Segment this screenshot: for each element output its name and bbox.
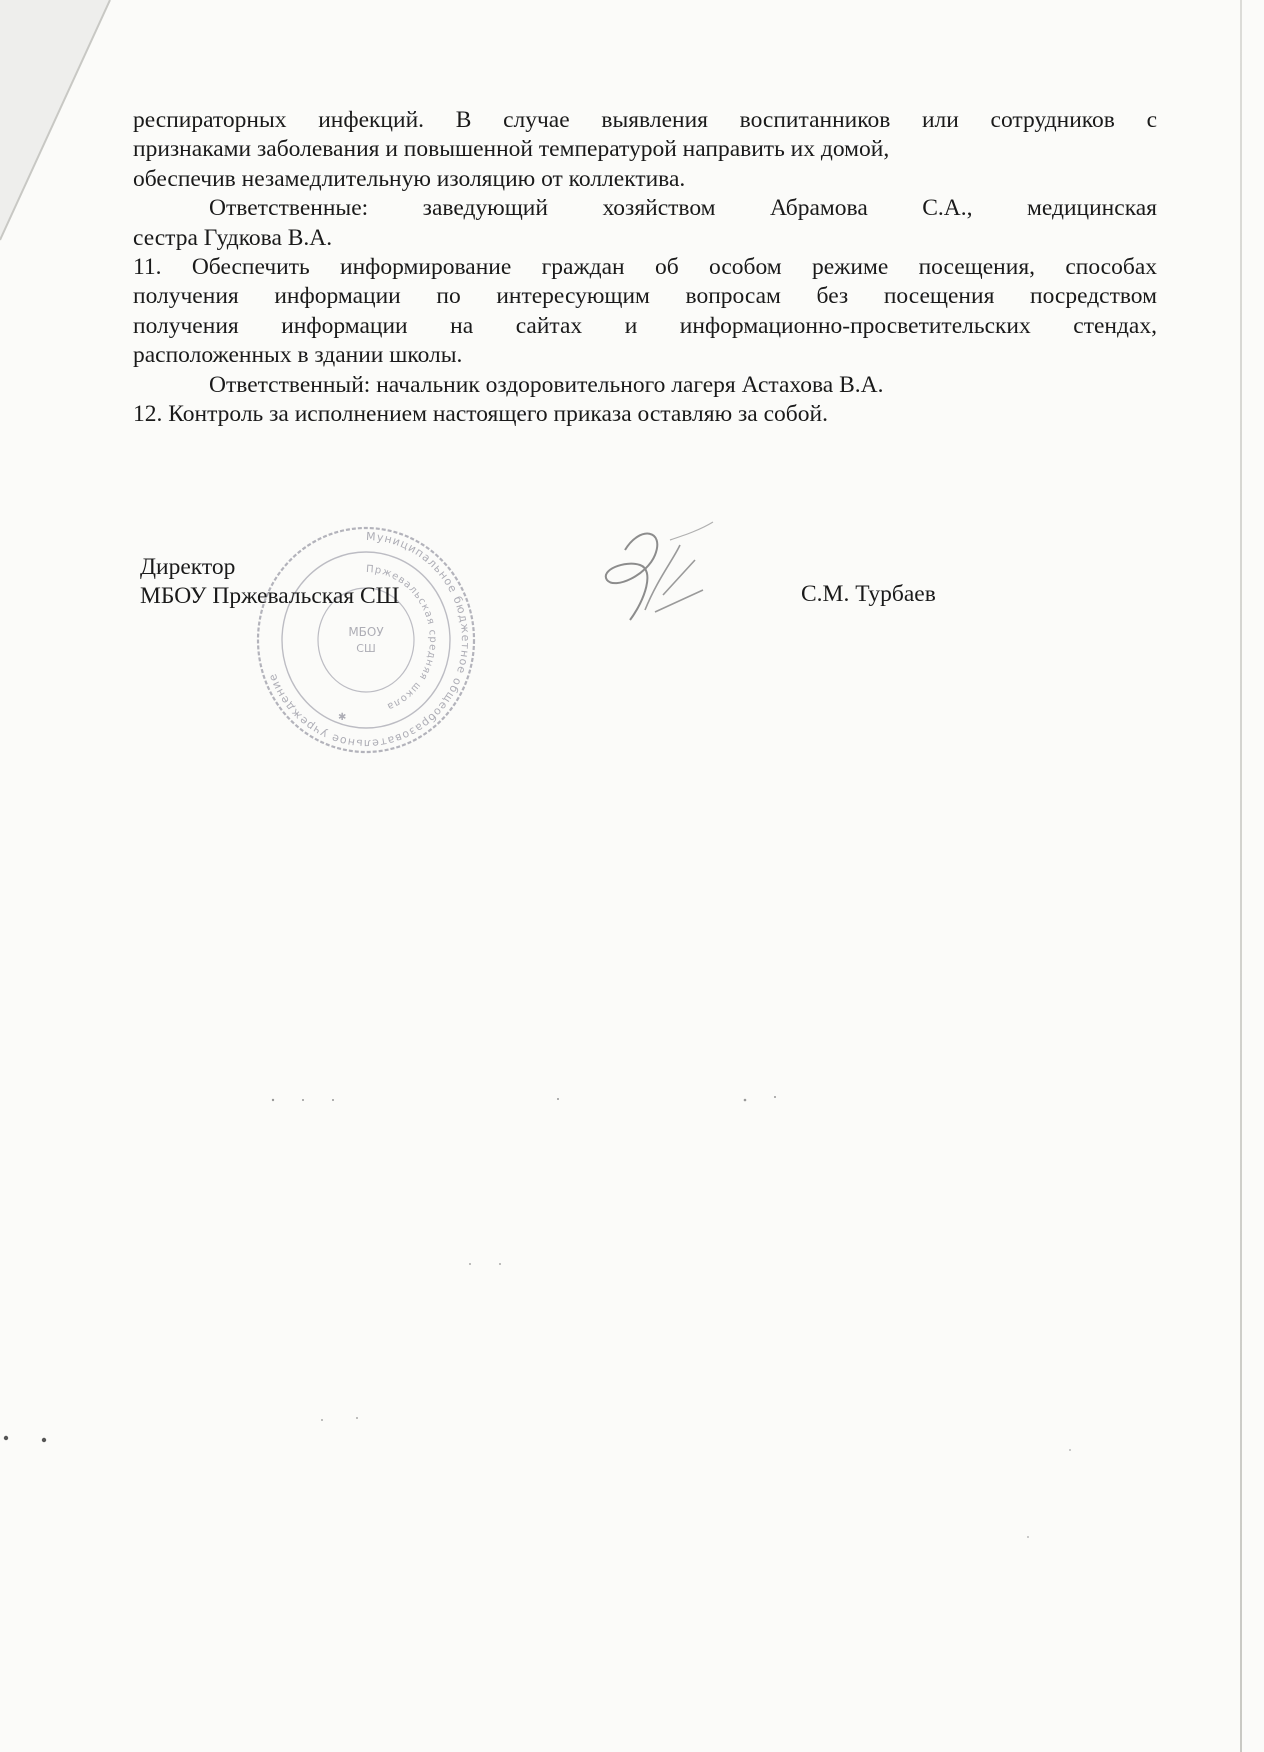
text-line: расположенных в здании школы. — [133, 342, 463, 369]
signer-organization: МБОУ Пржевальская СШ — [140, 583, 400, 609]
text-line: сестра Гудкова В.А. — [133, 224, 333, 251]
svg-text:✱: ✱ — [338, 712, 347, 723]
responsible-line: Ответственный: начальник оздоровительного лагеря Астахова В.А. — [209, 371, 884, 398]
item-11: 11. Обеспечить информирование граждан об особом режиме посещения, способах — [133, 254, 1157, 281]
svg-text:СШ: СШ — [356, 642, 376, 655]
svg-text:МБОУ: МБОУ — [348, 625, 384, 639]
svg-text:Пржевальская средняя школа: Пржевальская средняя школа — [365, 563, 438, 713]
item-12: 12. Контроль за исполнением настоящего приказа оставляю за собой. — [133, 401, 828, 428]
order-body-text — [133, 106, 1157, 429]
official-seal — [252, 520, 480, 760]
svg-text:Муниципальное бюджетное общеоб: Муниципальное бюджетное общеобразовательное учреждение — [265, 529, 472, 751]
text-line: получения информации по интересующим вопросам без посещения посредством — [133, 283, 1157, 310]
text-line: респираторных инфекций. В случае выявления воспитанников или сотрудников с — [133, 107, 1157, 133]
text-line: обеспечив незамедлительную изоляцию от коллектива. — [133, 165, 686, 192]
signer-name: С.М. Турбаев — [801, 581, 936, 607]
responsible-line: Ответственные: заведующий хозяйством Абрамова С.А., медицинская — [209, 195, 1157, 222]
scan-fold-shadow — [0, 0, 120, 260]
scan-edge — [1240, 0, 1242, 1752]
signer-title: Директор — [140, 554, 236, 580]
text-line: признаками заболевания и повышенной температурой направить их домой, — [133, 136, 890, 163]
text-line: получения информации на сайтах и информационно-просветительских стендах, — [133, 312, 1157, 339]
director-handwritten-signature — [585, 520, 715, 630]
